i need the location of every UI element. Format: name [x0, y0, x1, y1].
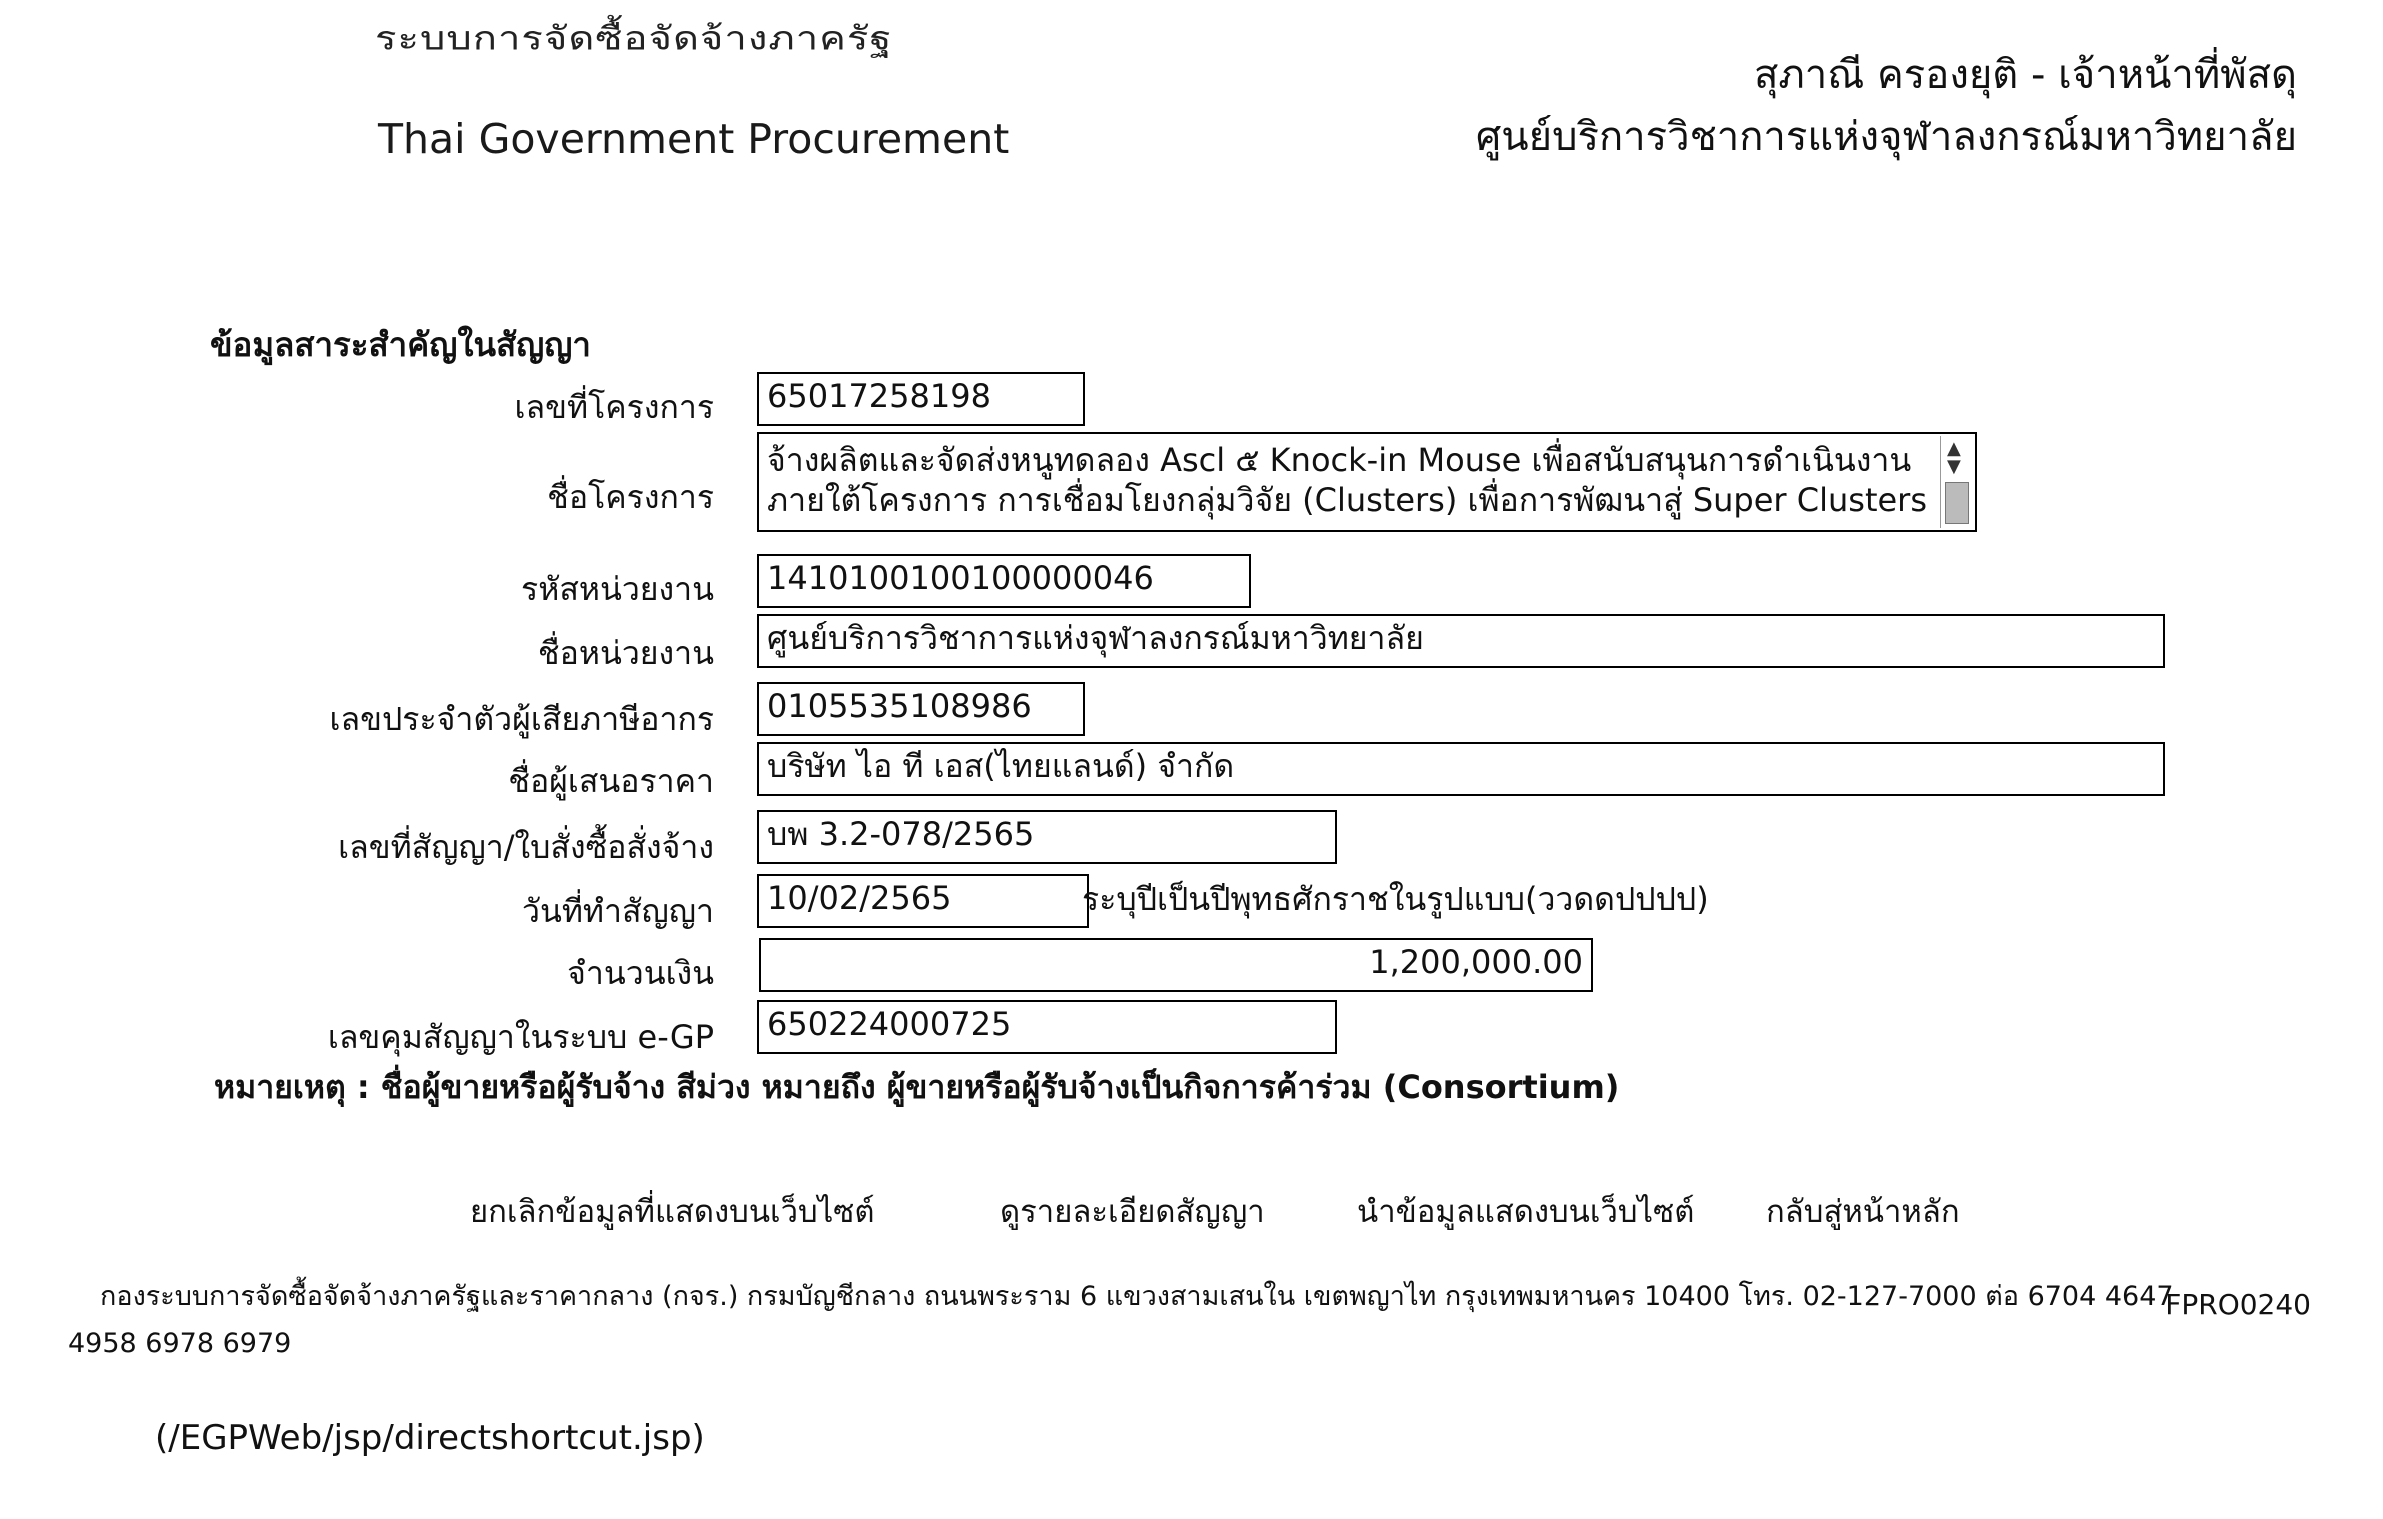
- system-title: ระบบการจัดซื้อจัดจ้างภาครัฐ: [375, 20, 893, 58]
- scroll-up-icon[interactable]: ▲ ▼: [1947, 438, 1961, 477]
- publish-link[interactable]: นำข้อมูลแสดงบนเว็บไซต์: [1357, 1194, 1695, 1230]
- note-suffix: หมายถึง ผู้ขายหรือผู้รับจ้างเป็นกิจการค้าร่วม (Consortium): [750, 1068, 1620, 1106]
- note-prefix: หมายเหตุ : ชื่อผู้ขายหรือผู้รับจ้าง: [214, 1068, 677, 1106]
- agency-name-field[interactable]: ศูนย์บริการวิชาการแห่งจุฬาลงกรณ์มหาวิทยาลัย: [757, 614, 2165, 668]
- tax-id-field[interactable]: 0105535108986: [757, 682, 1085, 736]
- project-no-label: เลขที่โครงการ: [514, 388, 714, 426]
- footer-phone-ext: 4958 6978 6979: [68, 1328, 292, 1359]
- egp-control-no-field[interactable]: 650224000725: [757, 1000, 1337, 1054]
- section-title: ข้อมูลสาระสำคัญในสัญญา: [210, 325, 591, 364]
- consortium-note: [214, 1062, 1619, 1113]
- url-path: (/EGPWeb/jsp/directshortcut.jsp): [155, 1418, 705, 1458]
- contract-no-label: เลขที่สัญญา/ใบสั่งซื้อสั่งจ้าง: [338, 828, 714, 866]
- scroll-thumb[interactable]: [1945, 482, 1969, 524]
- back-home-link[interactable]: กลับสู่หน้าหลัก: [1766, 1194, 1960, 1230]
- amount-field[interactable]: 1,200,000.00: [759, 938, 1593, 992]
- page-code: FPRO0240: [2165, 1288, 2311, 1321]
- textarea-scrollbar[interactable]: [1940, 436, 1973, 528]
- contract-no-field[interactable]: บพ 3.2-078/2565: [757, 810, 1337, 864]
- cancel-publish-link[interactable]: ยกเลิกข้อมูลที่แสดงบนเว็บไซต์: [470, 1194, 875, 1230]
- project-name-textarea[interactable]: [757, 432, 1977, 532]
- agency-name-label: ชื่อหน่วยงาน: [537, 634, 714, 672]
- contract-date-label: วันที่ทำสัญญา: [521, 892, 714, 930]
- tax-id-label: เลขประจำตัวผู้เสียภาษีอากร: [329, 700, 714, 738]
- project-name-text: จ้างผลิตและจัดส่งหนูทดลอง Ascl ๕ Knock-in Mouse เพื่อสนับสนุนการดำเนินงานภายใต้โครงการ การเชื่อมโยงกลุ่มวิจัย (Clusters) เพื่อการพัฒนาสู่ Super Clusters: [767, 441, 1927, 519]
- date-format-hint: ระบุปีเป็นปีพุทธศักราชในรูปแบบ(ววดดปปปป): [1082, 880, 1709, 918]
- egp-control-no-label: เลขคุมสัญญาในระบบ e-GP: [327, 1018, 714, 1056]
- footer-address: กองระบบการจัดซื้อจัดจ้างภาครัฐและราคากลาง (กจร.) กรมบัญชีกลาง ถนนพระราม 6 แขวงสามเสนใน เขตพญาไท กรุงเทพมหานคร 10400 โทร. 02-127-7000 ต่อ 6704 4647: [100, 1281, 2174, 1312]
- system-subtitle: Thai Government Procurement: [378, 115, 1010, 163]
- view-contract-link[interactable]: ดูรายละเอียดสัญญา: [1000, 1194, 1265, 1230]
- user-info: สุภาณี ครองยุติ - เจ้าหน้าที่พัสดุ: [1753, 52, 2297, 98]
- agency-code-field[interactable]: 1410100100100000046: [757, 554, 1251, 608]
- project-no-field[interactable]: 65017258198: [757, 372, 1085, 426]
- note-highlight: สีม่วง: [676, 1068, 751, 1106]
- organization-name: ศูนย์บริการวิชาการแห่งจุฬาลงกรณ์มหาวิทยาลัย: [1475, 114, 2297, 160]
- project-name-label: ชื่อโครงการ: [547, 478, 714, 516]
- contract-date-field[interactable]: 10/02/2565: [757, 874, 1089, 928]
- bidder-name-label: ชื่อผู้เสนอราคา: [508, 762, 714, 800]
- amount-label: จำนวนเงิน: [567, 954, 714, 992]
- agency-code-label: รหัสหน่วยงาน: [521, 570, 714, 608]
- bidder-name-field[interactable]: บริษัท ไอ ที เอส(ไทยแลนด์) จำกัด: [757, 742, 2165, 796]
